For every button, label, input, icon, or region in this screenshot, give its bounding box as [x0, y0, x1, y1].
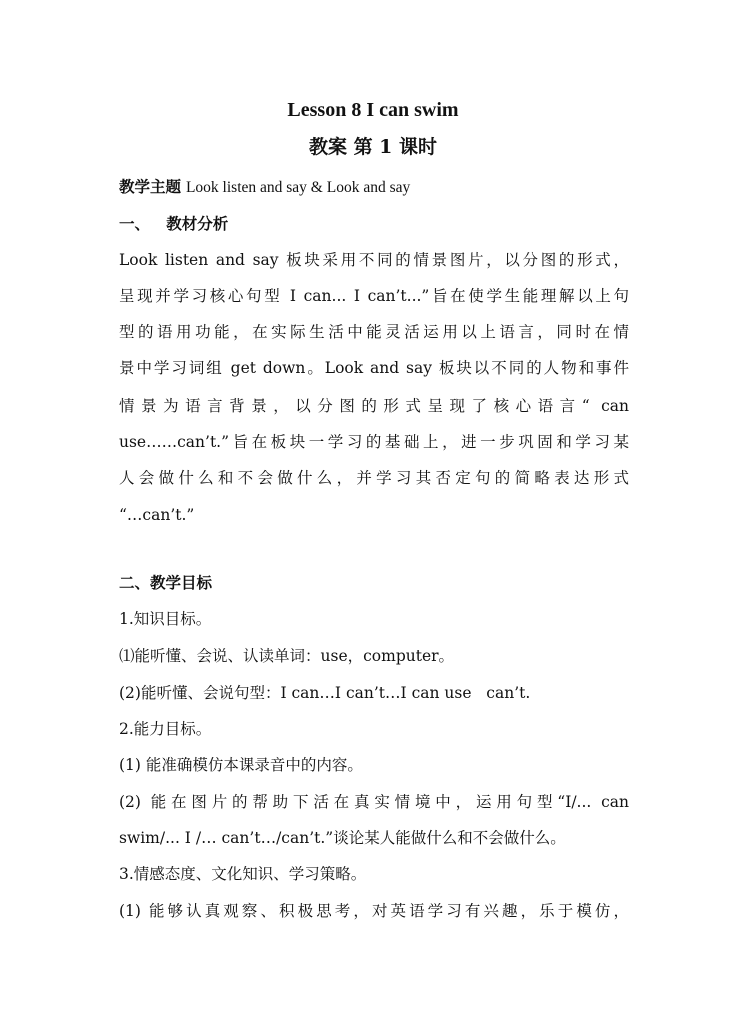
section1-line-8: “…can’t.” [119, 506, 195, 524]
section2-line-1: 1.知识目标。 [119, 610, 212, 628]
topic-value: Look listen and say & Look and say [185, 179, 411, 196]
section1-line-6: use……can’t.”旨在板块一学习的基础上，进一步巩固和学习某 [119, 433, 629, 451]
section2-line-7: swim/... I /… can’t…/can’t.”谈论某人能做什么和不会做什么。 [119, 829, 566, 847]
section1-line-5: 情景为语言背景，以分图的形式呈现了核心语言“ can [119, 397, 629, 415]
topic-label: 教学主题 [119, 177, 182, 196]
section1-line-4: 景中学习词组 get down。Look and say 板块以不同的人物和事件 [119, 359, 629, 377]
section2-line-4: 2.能力目标。 [119, 720, 212, 738]
section1-line-7: 人会做什么和不会做什么，并学习其否定句的简略表达形式 [119, 469, 629, 487]
section1-line-2: 呈现并学习核心句型 I can... I can’t...”旨在使学生能理解以上句 [119, 287, 629, 305]
section2-line-6: (2) 能在图片的帮助下活在真实情境中，运用句型“I/... can [119, 793, 629, 811]
lesson-title: Lesson 8 I can swim [287, 99, 459, 121]
section1-heading: 一、 教材分析 [119, 214, 229, 233]
lesson-subtitle: 教案 第 1 课时 [308, 136, 438, 158]
section1-line-3: 型的语用功能，在实际生活中能灵活运用以上语言，同时在情 [119, 323, 629, 341]
section2-line-5: (1) 能准确模仿本课录音中的内容。 [119, 756, 363, 774]
section2-line-8: 3.情感态度、文化知识、学习策略。 [119, 865, 367, 883]
section1-line-1: Look listen and say 板块采用不同的情景图片，以分图的形式， [119, 251, 629, 269]
section2-line-9: (1) 能够认真观察、积极思考，对英语学习有兴趣，乐于模仿， [119, 902, 629, 920]
section2-line-2: ⑴能听懂、会说、认读单词：use，computer。 [119, 647, 455, 665]
section2-line-3: (2)能听懂、会说句型：I can…I can’t…I can use can’t. [119, 684, 531, 702]
topic-line [119, 177, 631, 198]
section2-heading: 二、教学目标 [119, 573, 213, 592]
